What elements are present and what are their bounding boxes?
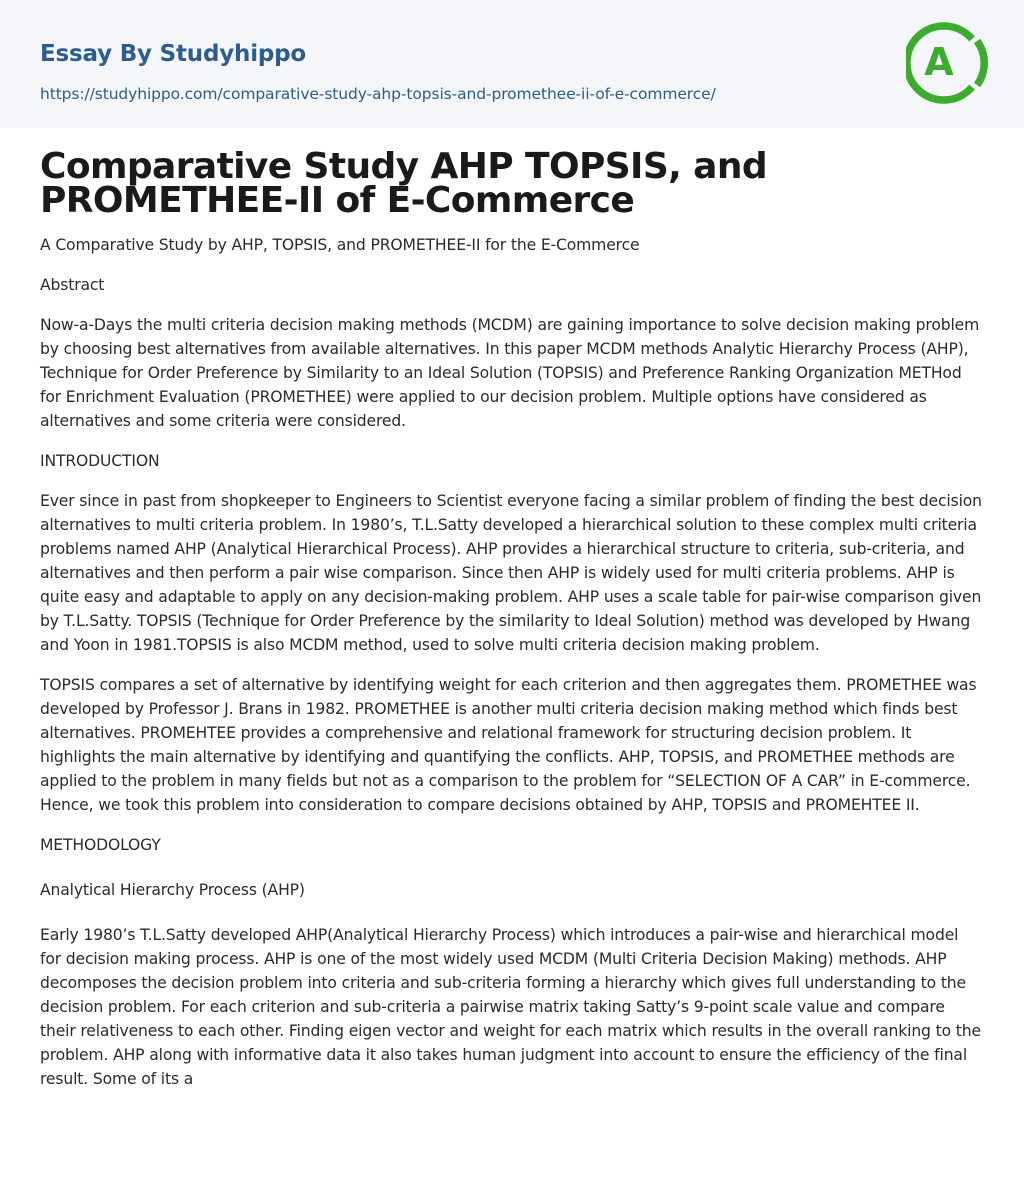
introduction-paragraph-2: TOPSIS compares a set of alternative by identifying weight for each criterion and then aggregates them. PROMETHEE was developed by Professor J. Brans in 1982. PROMETHEE is another multi criteria decision making method which finds best alternatives. PROMEHTEE provides a comprehensive and relational framework for structuring decision problem. It highlights the main alternative by identifying and quantifying the conflicts. AHP, TOPSIS, and PROMETHEE methods are applied to the problem in many fields but not as a comparison to the problem for “SELECTION OF A CAR” in E-commerce. Hence, we took this problem into consideration to compare decisions obtained by AHP, TOPSIS and PROMEHTEE II. [40,676,977,814]
ahp-paragraph: Early 1980’s T.L.Satty developed AHP(Analytical Hierarchy Process) which introduces a pair-wise and hierarchical model for decision making process. AHP is one of the most widely used MCDM (Multi Criteria Decision Making) methods. AHP decomposes the decision problem into criteria and sub-criteria forming a hierarchy which gives full understanding to the decision problem. For each criterion and sub-criteria a pairwise matrix taking Satty’s 9-point scale value and compare their relativeness to each other. Finding eigen vector and weight for each matrix which results in the overall ranking to the problem. AHP along with informative data it also takes human judgment into account to ensure the efficiency of the final result. Some of its a [40,926,981,1088]
brand-title[interactable]: Essay By Studyhippo [40,41,307,67]
site-header [0,0,1024,128]
methodology-heading: METHODOLOGY [40,836,161,854]
ahp-heading: Analytical Hierarchy Process (AHP) [40,881,305,899]
abstract-paragraph: Now-a-Days the multi criteria decision making methods (MCDM) are gaining importance to solve decision making problem by choosing best alternatives from available alternatives. In this paper MCDM methods Analytic Hierarchy Process (AHP), Technique for Order Preference by Similarity to an Ideal Solution (TOPSIS) and Preference Ranking Organization METHod for Enrichment Evaluation (PROMETHEE) were applied to our decision problem. Multiple options have considered as alternatives and some criteria were considered. [40,316,980,430]
studyhippo-logo-icon[interactable] [906,18,990,108]
logo-letter: A [924,40,954,84]
article-body [0,146,1024,1091]
page-title: Comparative Study AHP TOPSIS, and PROMETHEE-II of E-Commerce [40,146,768,221]
introduction-paragraph-1: Ever since in past from shopkeeper to Engineers to Scientist everyone facing a similar problem of finding the best decision alternatives to multi criteria problem. In 1980’s, T.L.Satty developed a hierarchical solution to these complex multi criteria problems named AHP (Analytical Hierarchical Process). AHP provides a hierarchical structure to criteria, sub-criteria, and alternatives and then perform a pair wise comparison. Since then AHP is widely used for multi criteria problems. AHP is quite easy and adaptable to apply on any decision-making problem. AHP uses a scale table for pair-wise comparison given by T.L.Satty. TOPSIS (Technique for Order Preference by the similarity to Ideal Solution) method was developed by Hwang and Yoon in 1981.TOPSIS is also MCDM method, used to solve multi criteria decision making problem. [40,492,982,654]
essay-url-link[interactable]: https://studyhippo.com/comparative-study-ahp-topsis-and-promethee-ii-of-e-commerce/ [40,85,716,103]
abstract-heading: Abstract [40,276,105,294]
introduction-heading: INTRODUCTION [40,452,160,470]
article-subtitle: A Comparative Study by AHP, TOPSIS, and PROMETHEE-II for the E-Commerce [40,236,640,254]
